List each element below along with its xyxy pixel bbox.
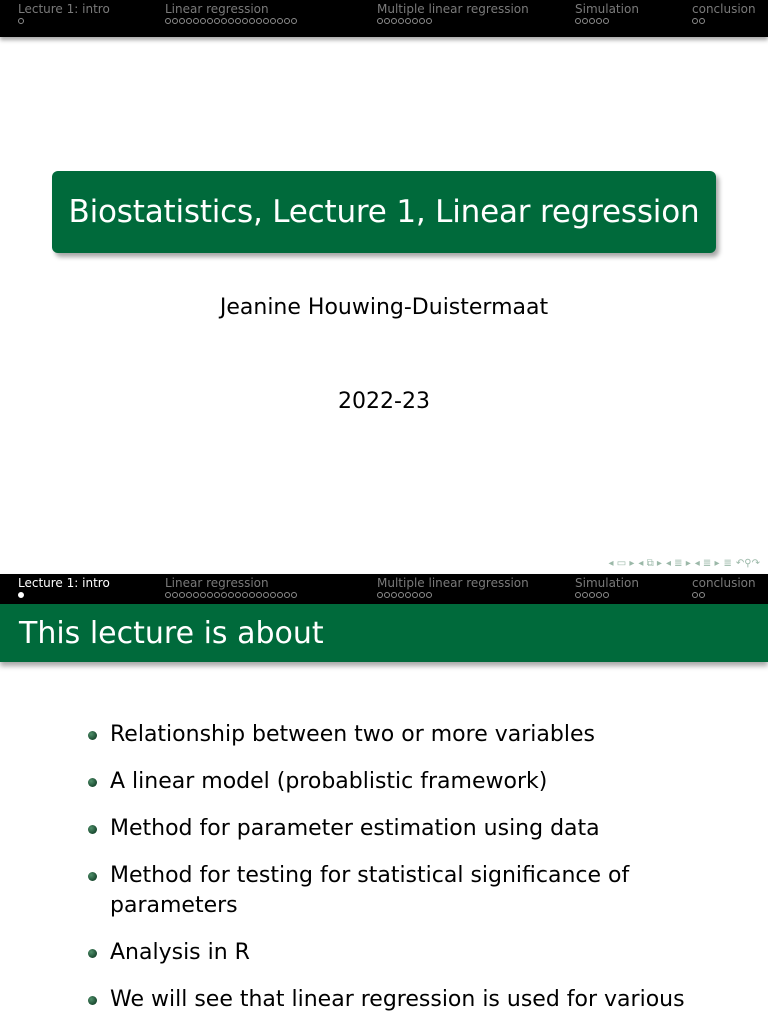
frame-dot[interactable] bbox=[384, 592, 390, 598]
nav-search-icon[interactable]: ↶⚲↷ bbox=[735, 557, 760, 569]
nav-section-dots bbox=[18, 16, 110, 26]
frame-dot[interactable] bbox=[692, 592, 698, 598]
bullet-text: A linear model (probablistic framework) bbox=[110, 769, 548, 794]
frame-dot[interactable] bbox=[398, 592, 404, 598]
frame-title-bar bbox=[0, 604, 768, 662]
nav-section-dots bbox=[692, 16, 756, 26]
bullet-text: We will see that linear regression is used for various bbox=[110, 987, 685, 1012]
frame-dot[interactable] bbox=[603, 592, 609, 598]
nav-section-title[interactable]: Simulation bbox=[575, 576, 639, 590]
frame-dot[interactable] bbox=[242, 592, 248, 598]
bullet-icon bbox=[88, 778, 97, 787]
frame-dot[interactable] bbox=[200, 18, 206, 24]
frame-dot[interactable] bbox=[263, 592, 269, 598]
presentation-date: 2022-23 bbox=[338, 389, 430, 414]
list-item bbox=[88, 767, 688, 797]
frame-dot[interactable] bbox=[589, 592, 595, 598]
nav-section-lecture-intro[interactable] bbox=[18, 2, 110, 26]
frame-dot[interactable] bbox=[249, 592, 255, 598]
bullet-text: Method for testing for statistical significance of parameters bbox=[110, 863, 630, 918]
list-item bbox=[88, 861, 688, 921]
frame-dot[interactable] bbox=[172, 18, 178, 24]
nav-section-dots bbox=[575, 590, 639, 600]
nav-slide-icon[interactable]: ◂ ▭ ▸ bbox=[608, 557, 635, 569]
frame-dot[interactable] bbox=[291, 592, 297, 598]
frame-dot[interactable] bbox=[179, 18, 185, 24]
bullet-icon bbox=[88, 949, 97, 958]
title-box bbox=[52, 171, 716, 253]
frame-dot[interactable] bbox=[200, 592, 206, 598]
frame-dot[interactable] bbox=[221, 592, 227, 598]
frame-dot[interactable] bbox=[207, 18, 213, 24]
nav-section-lecture-intro[interactable] bbox=[18, 576, 110, 600]
nav-section-title[interactable]: conclusion bbox=[692, 576, 756, 590]
content-slide bbox=[0, 574, 768, 1024]
frame-dot[interactable] bbox=[405, 18, 411, 24]
frame-dot[interactable] bbox=[412, 592, 418, 598]
frame-dot[interactable] bbox=[391, 18, 397, 24]
frame-dot[interactable] bbox=[186, 592, 192, 598]
frame-dot[interactable] bbox=[426, 592, 432, 598]
bullet-icon bbox=[88, 996, 97, 1005]
nav-section-dots bbox=[165, 16, 297, 26]
nav-section-dots bbox=[165, 590, 297, 600]
nav-section-linear-regression[interactable] bbox=[165, 2, 297, 26]
frame-dot[interactable] bbox=[277, 592, 283, 598]
nav-section-dots bbox=[377, 16, 529, 26]
frame-dot[interactable] bbox=[596, 592, 602, 598]
frame-dot[interactable] bbox=[186, 18, 192, 24]
nav-document-icon[interactable]: ≣ bbox=[723, 557, 732, 569]
bullet-icon bbox=[88, 825, 97, 834]
nav-section-dots bbox=[18, 590, 110, 600]
frame-dot[interactable] bbox=[228, 18, 234, 24]
frame-dot[interactable] bbox=[575, 592, 581, 598]
frame-dot[interactable] bbox=[277, 18, 283, 24]
frame-dot[interactable] bbox=[419, 18, 425, 24]
frame-dot[interactable] bbox=[270, 592, 276, 598]
frame-dot[interactable] bbox=[284, 18, 290, 24]
frame-dot[interactable] bbox=[377, 592, 383, 598]
frame-dot[interactable] bbox=[18, 18, 24, 24]
nav-section-title[interactable]: Simulation bbox=[575, 2, 639, 16]
section-navigation-bar bbox=[0, 0, 768, 37]
frame-dot[interactable] bbox=[193, 592, 199, 598]
frame-dot[interactable] bbox=[214, 18, 220, 24]
list-item bbox=[88, 985, 688, 1015]
frame-dot[interactable] bbox=[256, 592, 262, 598]
nav-subsection-icon[interactable]: ◂ ≣ ▸ bbox=[665, 557, 691, 569]
frame-dot[interactable] bbox=[179, 592, 185, 598]
nav-section-title[interactable]: Multiple linear regression bbox=[377, 2, 529, 16]
bullet-text: Relationship between two or more variables bbox=[110, 722, 595, 747]
frame-dot[interactable] bbox=[270, 18, 276, 24]
nav-section-title[interactable]: Lecture 1: intro bbox=[18, 576, 110, 590]
frame-dot[interactable] bbox=[235, 18, 241, 24]
frame-dot[interactable] bbox=[207, 592, 213, 598]
nav-section-dots bbox=[377, 590, 529, 600]
bullet-icon bbox=[88, 731, 97, 740]
nav-section-multiple-linear-regression[interactable] bbox=[377, 2, 529, 26]
beamer-navigation-symbols bbox=[609, 556, 760, 570]
frame-dot[interactable] bbox=[377, 18, 383, 24]
nav-section-title[interactable]: Multiple linear regression bbox=[377, 576, 529, 590]
frame-dot[interactable] bbox=[398, 18, 404, 24]
bullet-list bbox=[88, 720, 688, 1032]
nav-section-linear-regression[interactable] bbox=[165, 576, 297, 600]
nav-section-simulation[interactable] bbox=[575, 2, 639, 26]
nav-frame-icon[interactable]: ◂ ⧉ ▸ bbox=[638, 557, 662, 569]
nav-section-title[interactable]: conclusion bbox=[692, 2, 756, 16]
nav-section-multiple-linear-regression[interactable] bbox=[377, 576, 529, 600]
nav-section-dots bbox=[575, 16, 639, 26]
frame-dot[interactable] bbox=[384, 18, 390, 24]
frame-dot[interactable] bbox=[228, 592, 234, 598]
frame-dot[interactable] bbox=[256, 18, 262, 24]
frame-title: This lecture is about bbox=[19, 616, 324, 651]
nav-section-dots bbox=[692, 590, 756, 600]
frame-dot[interactable] bbox=[193, 18, 199, 24]
frame-dot[interactable] bbox=[603, 18, 609, 24]
frame-dot[interactable] bbox=[172, 592, 178, 598]
frame-dot[interactable] bbox=[699, 18, 705, 24]
frame-dot[interactable] bbox=[284, 592, 290, 598]
nav-section-icon[interactable]: ◂ ≣ ▸ bbox=[694, 557, 720, 569]
frame-dot[interactable] bbox=[263, 18, 269, 24]
frame-dot[interactable] bbox=[291, 18, 297, 24]
nav-section-title[interactable]: Linear regression bbox=[165, 2, 269, 16]
frame-dot[interactable] bbox=[221, 18, 227, 24]
frame-dot[interactable] bbox=[214, 592, 220, 598]
frame-dot[interactable] bbox=[165, 18, 171, 24]
frame-dot[interactable] bbox=[412, 18, 418, 24]
list-item bbox=[88, 720, 688, 750]
frame-dot[interactable] bbox=[575, 18, 581, 24]
frame-dot[interactable] bbox=[405, 592, 411, 598]
nav-section-conclusion[interactable] bbox=[692, 2, 756, 26]
nav-section-title[interactable]: Linear regression bbox=[165, 576, 269, 590]
frame-dot[interactable] bbox=[235, 592, 241, 598]
list-item bbox=[88, 938, 688, 968]
frame-dot[interactable] bbox=[249, 18, 255, 24]
frame-dot[interactable] bbox=[589, 18, 595, 24]
presentation-title: Biostatistics, Lecture 1, Linear regression bbox=[68, 194, 700, 230]
frame-dot[interactable] bbox=[419, 592, 425, 598]
frame-dot[interactable] bbox=[596, 18, 602, 24]
frame-dot[interactable] bbox=[18, 592, 24, 598]
bullet-text: Method for parameter estimation using data bbox=[110, 816, 600, 841]
author-name: Jeanine Houwing-Duistermaat bbox=[219, 295, 549, 320]
frame-dot[interactable] bbox=[692, 18, 698, 24]
frame-dot[interactable] bbox=[242, 18, 248, 24]
nav-section-title[interactable]: Lecture 1: intro bbox=[18, 2, 110, 16]
frame-dot[interactable] bbox=[391, 592, 397, 598]
frame-dot[interactable] bbox=[165, 592, 171, 598]
nav-section-conclusion[interactable] bbox=[692, 576, 756, 600]
bullet-icon bbox=[88, 872, 97, 881]
frame-dot[interactable] bbox=[426, 18, 432, 24]
nav-section-simulation[interactable] bbox=[575, 576, 639, 600]
bullet-text: Analysis in R bbox=[110, 940, 250, 965]
frame-dot[interactable] bbox=[582, 592, 588, 598]
frame-dot[interactable] bbox=[699, 592, 705, 598]
frame-dot[interactable] bbox=[582, 18, 588, 24]
list-item bbox=[88, 814, 688, 844]
